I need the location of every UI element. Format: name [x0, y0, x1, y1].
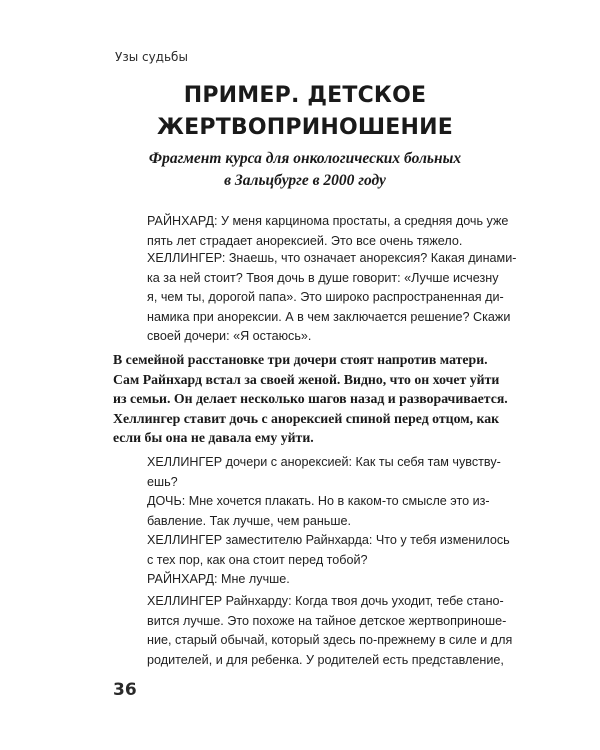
text-line: Сам Райнхард встал за своей женой. Видно, что он хочет уйти: [113, 371, 500, 387]
page-number: 36: [113, 680, 137, 700]
text-line: с тех пор, как она стоит перед тобой?: [147, 552, 368, 567]
text-line: если бы она не давала ему уйти.: [113, 430, 314, 445]
narrative-paragraph: [113, 350, 508, 448]
dialog-paragraph: [147, 492, 489, 531]
text-line: В семейной расстановке три дочери стоят напротив матери.: [113, 352, 488, 367]
dialog-paragraph: [147, 212, 509, 251]
chapter-title-line: ПРИМЕР. ДЕТСКОЕ: [183, 83, 427, 108]
text-line: бавление. Так лучше, чем раньше.: [147, 513, 351, 528]
text-line: ХЕЛЛИНГЕР: Знаешь, что означает анорексия? Какая динами-: [147, 251, 517, 265]
dialog-paragraph: [147, 531, 510, 570]
text-line: из семьи. Он делает несколько шагов назад и разворачивается.: [113, 391, 508, 406]
subtitle-line: Фрагмент курса для онкологических больных: [148, 150, 462, 167]
text-line: ка за ней стоит? Твоя дочь в душе говорит: «Лучше исчезну: [147, 270, 499, 285]
text-line: ДОЧЬ: Мне хочется плакать. Но в каком-то смысле это из-: [147, 494, 490, 508]
text-line: РАЙНХАРД: У меня карцинома простаты, а средняя дочь уже: [147, 214, 509, 228]
chapter-title: [110, 80, 500, 144]
text-line: ХЕЛЛИНГЕР заместителю Райнхарда: Что у тебя изменилось: [147, 533, 510, 547]
text-line: вится лучше. Это похоже на тайное детское жертвоприноше-: [147, 613, 507, 628]
dialog-paragraph: [147, 570, 489, 590]
dialog-paragraph: [147, 453, 501, 492]
text-line: ХЕЛЛИНГЕР дочери с анорексией: Как ты себя там чувству-: [147, 455, 501, 469]
text-line: своей дочери: «Я остаюсь».: [147, 329, 312, 343]
dialog-paragraph: [147, 249, 517, 347]
text-line: намика при анорексии. А в чем заключается решение? Скажи: [147, 309, 511, 324]
text-line: ХЕЛЛИНГЕР Райнхарду: Когда твоя дочь уходит, тебе стано-: [147, 594, 504, 608]
text-line: ние, старый обычай, который здесь по-прежнему в силе и для: [147, 633, 513, 647]
dialog-paragraph: [147, 592, 513, 670]
text-line: Хеллингер ставит дочь с анорексией спиной перед отцом, как: [113, 410, 500, 426]
text-line: я, чем ты, дорогой папа». Это широко распространенная ди-: [147, 290, 504, 304]
text-line: ешь?: [147, 474, 178, 489]
running-head: Узы судьбы: [115, 50, 188, 64]
text-line: пять лет страдает анорексией. Это все очень тяжело.: [147, 233, 463, 248]
text-line: родителей, и для ребенка. У родителей есть представление,: [147, 652, 504, 667]
text-line: РАЙНХАРД: Мне лучше.: [147, 572, 290, 586]
chapter-subtitle: [110, 148, 500, 192]
chapter-title-line: ЖЕРТВОПРИНОШЕНИЕ: [157, 115, 453, 140]
subtitle-line: в Зальцбурге в 2000 году: [224, 172, 386, 189]
